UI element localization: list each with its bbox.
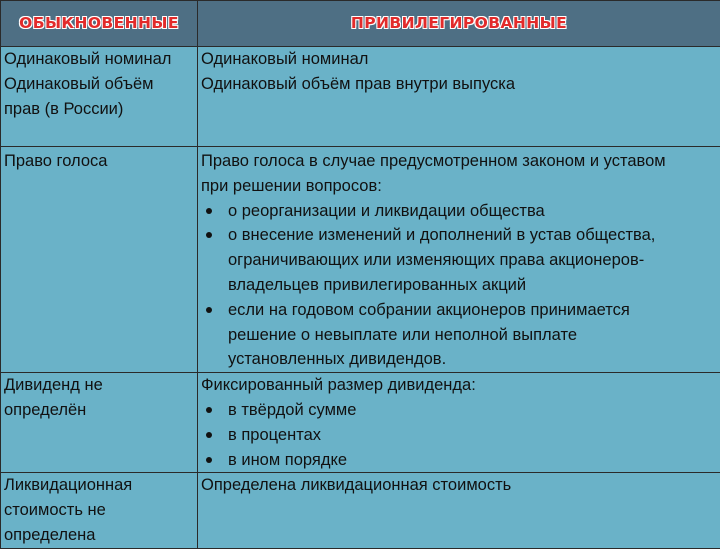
cell-line: в ином порядке xyxy=(228,448,714,473)
ordinary-cell xyxy=(1,373,198,473)
header-ordinary: ОБЫКНОВЕННЫЕ xyxy=(1,1,198,47)
list-item xyxy=(201,199,714,224)
bullet-icon xyxy=(206,208,212,214)
cell-line: о реорганизации и ликвидации общества xyxy=(228,199,714,224)
table-row xyxy=(1,373,720,473)
header-row xyxy=(1,1,720,47)
list-item xyxy=(201,398,714,423)
cell-line: решение о невыплате или неполной выплате xyxy=(228,323,714,348)
preferred-cell xyxy=(198,473,720,549)
bullet-icon xyxy=(206,407,212,413)
cell-line: ограничивающих или изменяющих права акционеров- xyxy=(228,248,714,273)
header-preferred: ПРИВИЛЕГИРОВАННЫЕ xyxy=(198,1,720,47)
cell-line: Право голоса в случае предусмотренном законом и уставом xyxy=(201,149,714,174)
cell-line: Фиксированный размер дивиденда: xyxy=(201,373,714,398)
list-item xyxy=(201,448,714,473)
cell-line: владельцев привилегированных акций xyxy=(228,273,714,298)
table-row xyxy=(1,47,720,147)
cell-line: в процентах xyxy=(228,423,714,448)
bullet-list xyxy=(201,199,714,373)
list-item xyxy=(201,423,714,448)
cell-line: если на годовом собрании акционеров принимается xyxy=(228,298,714,323)
bullet-icon xyxy=(206,432,212,438)
cell-line: Определена ликвидационная стоимость xyxy=(201,473,714,498)
cell-line: Право голоса xyxy=(4,149,191,174)
preferred-cell xyxy=(198,373,720,473)
bullet-icon xyxy=(206,457,212,463)
list-item xyxy=(201,298,714,372)
cell-line: прав (в России) xyxy=(4,97,191,122)
ordinary-cell xyxy=(1,147,198,373)
cell-line: Одинаковый номинал xyxy=(4,47,191,72)
cell-line: установленных дивидендов. xyxy=(228,347,714,372)
bullet-icon xyxy=(206,307,212,313)
cell-line: Одинаковый объём прав внутри выпуска xyxy=(201,72,714,97)
cell-line: Ликвидационная xyxy=(4,473,191,498)
cell-line: Одинаковый объём xyxy=(4,72,191,97)
table-row xyxy=(1,147,720,373)
ordinary-cell xyxy=(1,473,198,549)
list-item xyxy=(201,223,714,297)
ordinary-cell xyxy=(1,47,198,147)
cell-line: определена xyxy=(4,523,191,548)
cell-line: стоимость не xyxy=(4,498,191,523)
cell-line: определён xyxy=(4,398,191,423)
cell-line: при решении вопросов: xyxy=(201,174,714,199)
cell-line: в твёрдой сумме xyxy=(228,398,714,423)
table-row xyxy=(1,473,720,549)
bullet-list xyxy=(201,398,714,472)
cell-line: Дивиденд не xyxy=(4,373,191,398)
preferred-cell xyxy=(198,47,720,147)
cell-line: о внесение изменений и дополнений в устав общества, xyxy=(228,223,714,248)
bullet-icon xyxy=(206,232,212,238)
cell-line: Одинаковый номинал xyxy=(201,47,714,72)
preferred-cell xyxy=(198,147,720,373)
